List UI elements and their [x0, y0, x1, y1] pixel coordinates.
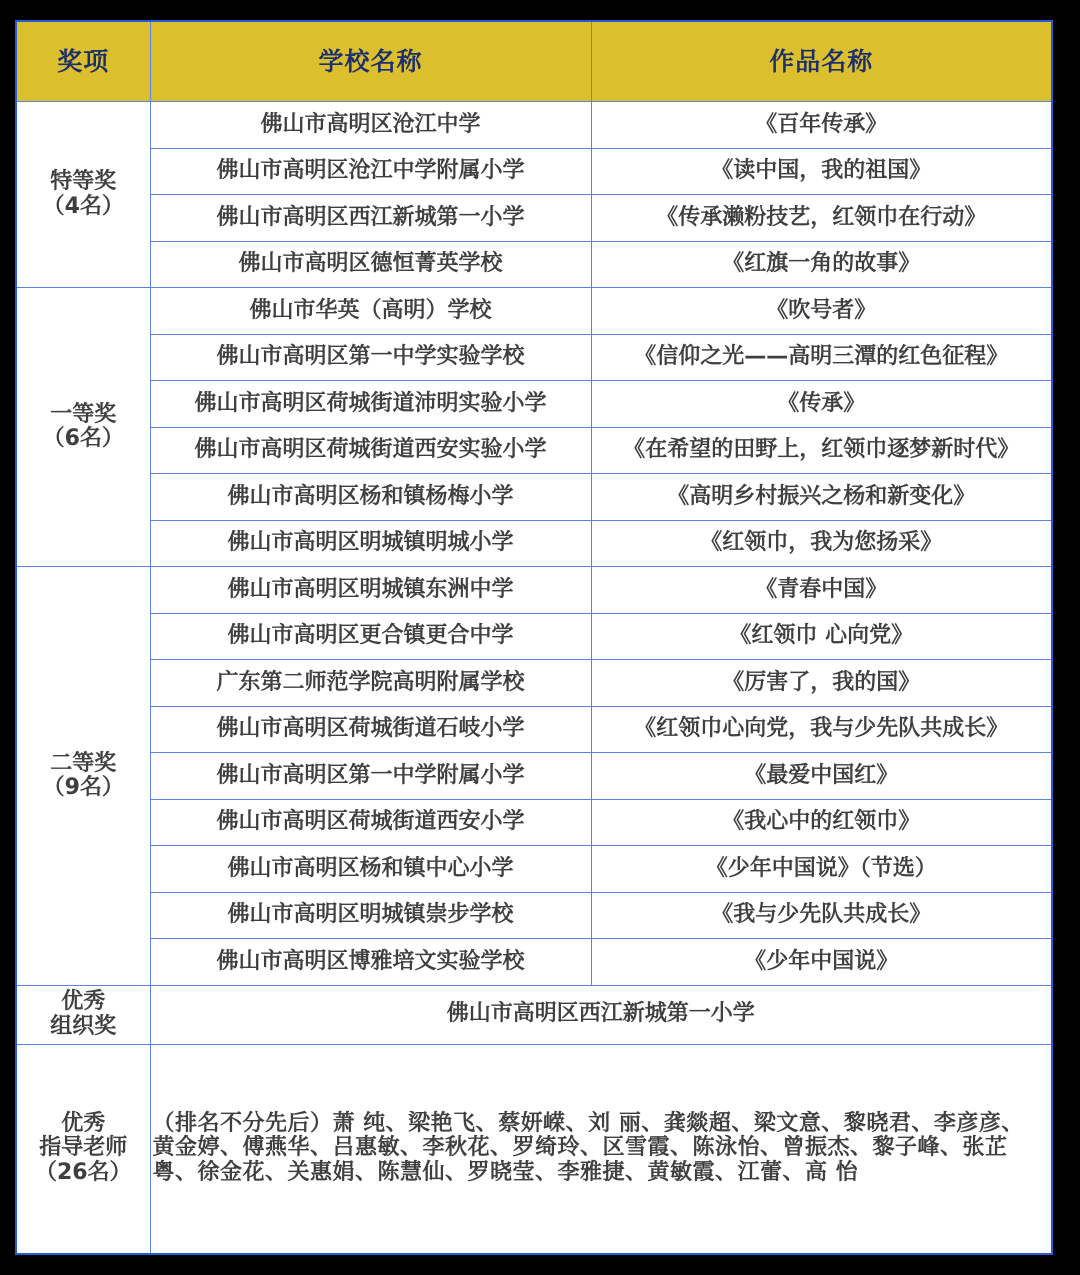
- table-row: [16, 288, 1052, 335]
- header-award: 奖项: [16, 21, 150, 102]
- header-work-name: 作品名称: [591, 21, 1052, 102]
- school-cell: 佛山市高明区明城镇崇步学校: [150, 892, 591, 939]
- award-special: [16, 102, 150, 288]
- work-cell: 《厉害了，我的国》: [591, 660, 1052, 707]
- table-row: [16, 799, 1052, 846]
- work-cell: 《红领巾，我为您扬采》: [591, 520, 1052, 567]
- work-cell: 《传承濑粉技艺，红领巾在行动》: [591, 195, 1052, 242]
- school-cell: 佛山市高明区沧江中学: [150, 102, 591, 149]
- work-cell: 《青春中国》: [591, 567, 1052, 614]
- table-row: [16, 892, 1052, 939]
- table-row: [16, 613, 1052, 660]
- work-cell: 《我心中的红领巾》: [591, 799, 1052, 846]
- award-title: 一等奖: [50, 401, 117, 427]
- school-cell: 佛山市高明区西江新城第一小学: [150, 195, 591, 242]
- work-cell: 《我与少先队共成长》: [591, 892, 1052, 939]
- work-cell: 《少年中国说》: [591, 939, 1052, 986]
- table-row: [16, 939, 1052, 986]
- award-title-line1: 优秀: [61, 989, 106, 1015]
- school-cell: 佛山市高明区德恒菁英学校: [150, 241, 591, 288]
- table-row: [16, 241, 1052, 288]
- awards-table: [15, 20, 1053, 1255]
- award-count: （4名）: [42, 193, 124, 219]
- table-row: [16, 520, 1052, 567]
- table-row: [16, 567, 1052, 614]
- school-cell: 佛山市高明区第一中学实验学校: [150, 334, 591, 381]
- work-cell: 《红旗一角的故事》: [591, 241, 1052, 288]
- school-cell: 佛山市高明区荷城街道沛明实验小学: [150, 381, 591, 428]
- school-cell: 佛山市高明区更合镇更合中学: [150, 613, 591, 660]
- school-cell: 佛山市高明区杨和镇杨梅小学: [150, 474, 591, 521]
- teacher-award-row: [16, 1044, 1052, 1254]
- org-award-row: [16, 985, 1052, 1044]
- school-cell: 广东第二师范学院高明附属学校: [150, 660, 591, 707]
- work-cell: 《最爱中国红》: [591, 753, 1052, 800]
- work-cell: 《读中国，我的祖国》: [591, 148, 1052, 195]
- school-cell: 佛山市高明区杨和镇中心小学: [150, 846, 591, 893]
- table-row: [16, 753, 1052, 800]
- work-cell: 《百年传承》: [591, 102, 1052, 149]
- award-second: [16, 567, 150, 986]
- school-cell: 佛山市高明区博雅培文实验学校: [150, 939, 591, 986]
- org-award-school: 佛山市高明区西江新城第一小学: [150, 985, 1052, 1044]
- award-title: 二等奖: [50, 750, 117, 776]
- school-cell: 佛山市高明区第一中学附属小学: [150, 753, 591, 800]
- award-title-line1: 优秀: [61, 1111, 106, 1137]
- school-cell: 佛山市高明区明城镇东洲中学: [150, 567, 591, 614]
- work-cell: 《红领巾 心向党》: [591, 613, 1052, 660]
- table-row: [16, 427, 1052, 474]
- header-row: [16, 21, 1052, 102]
- school-cell: 佛山市高明区明城镇明城小学: [150, 520, 591, 567]
- school-cell: 佛山市高明区沧江中学附属小学: [150, 148, 591, 195]
- table-row: [16, 148, 1052, 195]
- table-row: [16, 195, 1052, 242]
- award-count: （9名）: [42, 774, 124, 800]
- award-title-line2: 指导老师: [39, 1135, 128, 1161]
- award-teacher: [16, 1044, 150, 1254]
- award-title: 特等奖: [50, 169, 117, 195]
- school-cell: 佛山市高明区荷城街道石岐小学: [150, 706, 591, 753]
- table-row: [16, 846, 1052, 893]
- work-cell: 《红领巾心向党，我与少先队共成长》: [591, 706, 1052, 753]
- table-row: [16, 102, 1052, 149]
- teacher-names: （排名不分先后）萧 纯、梁艳飞、蔡妍嵘、刘 丽、龚燚超、梁文意、黎晓君、李彦彦、黄金婷、傅燕华、吕惠敏、李秋花、罗绮玲、区雪霞、陈泳怡、曾振杰、黎子峰、张芷粤、徐金花、关惠娟、陈慧仙、罗晓莹、李雅捷、黄敏霞、江蕾、高 怡: [150, 1044, 1052, 1254]
- table-row: [16, 474, 1052, 521]
- table-row: [16, 706, 1052, 753]
- work-cell: 《在希望的田野上，红领巾逐梦新时代》: [591, 427, 1052, 474]
- school-cell: 佛山市高明区荷城街道西安小学: [150, 799, 591, 846]
- work-cell: 《传承》: [591, 381, 1052, 428]
- work-cell: 《吹号者》: [591, 288, 1052, 335]
- work-cell: 《少年中国说》（节选）: [591, 846, 1052, 893]
- header-school-name: 学校名称: [150, 21, 591, 102]
- award-organization: [16, 985, 150, 1044]
- work-cell: 《信仰之光——高明三潭的红色征程》: [591, 334, 1052, 381]
- school-cell: 佛山市华英（高明）学校: [150, 288, 591, 335]
- table-row: [16, 334, 1052, 381]
- award-first: [16, 288, 150, 567]
- work-cell: 《高明乡村振兴之杨和新变化》: [591, 474, 1052, 521]
- award-title-line2: 组织奖: [50, 1013, 117, 1039]
- award-count: （6名）: [42, 426, 124, 451]
- table-row: [16, 381, 1052, 428]
- table-row: [16, 660, 1052, 707]
- school-cell: 佛山市高明区荷城街道西安实验小学: [150, 427, 591, 474]
- award-count: （26名）: [34, 1159, 132, 1185]
